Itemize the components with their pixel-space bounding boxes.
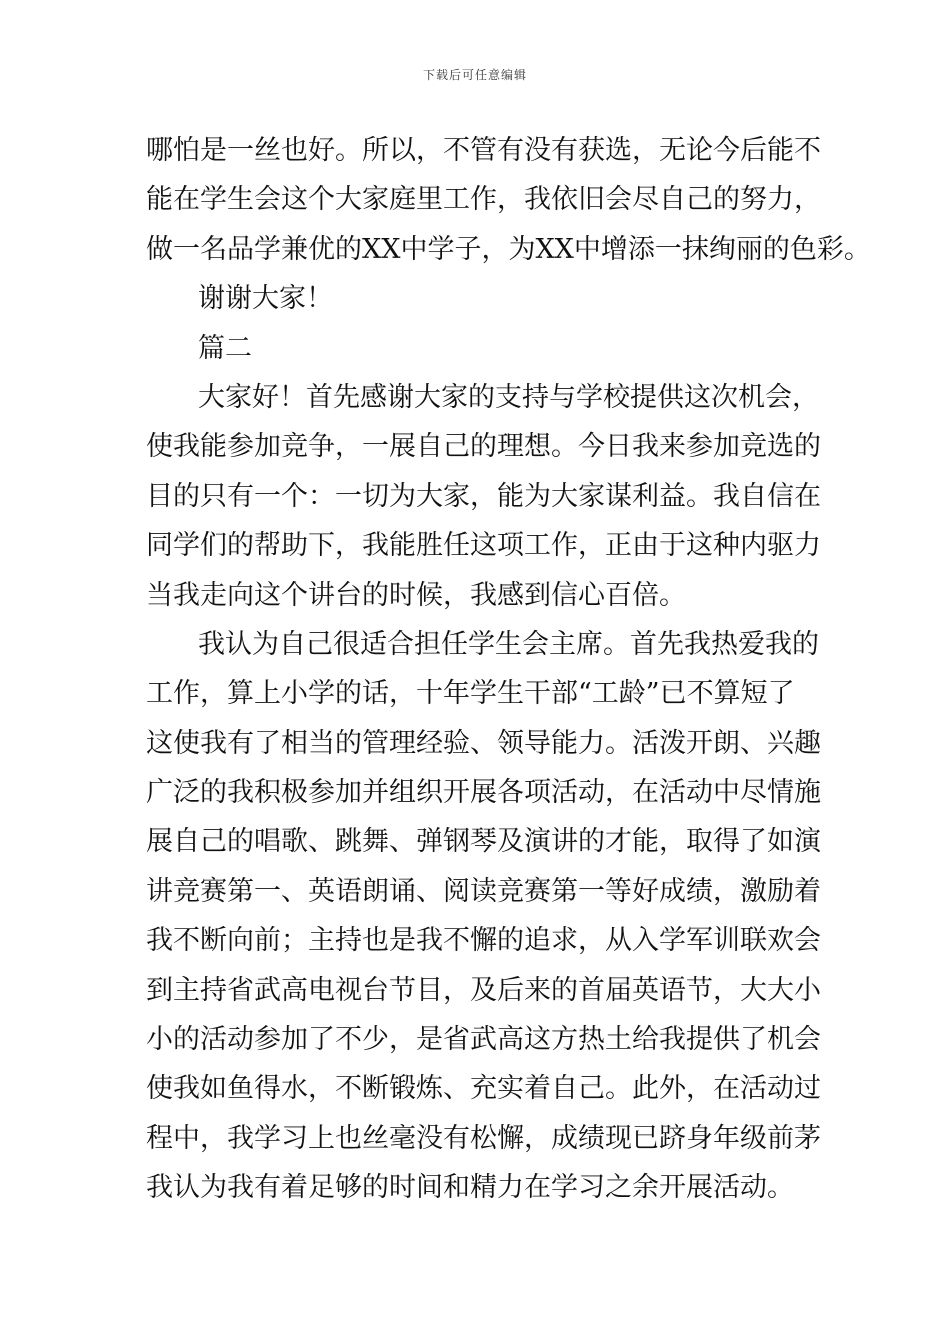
text-line: 当我走向这个讲台的时候，我感到信心百倍。 bbox=[146, 579, 686, 611]
text-line: 我不断向前；主持也是我不懈的追求，从入学军训联欢会 bbox=[146, 925, 821, 957]
page-header-note: 下载后可任意编辑 bbox=[422, 68, 527, 82]
text-line: 展自己的唱歌、跳舞、弹钢琴及演讲的才能，取得了如演 bbox=[146, 826, 821, 858]
text-line: 使我如鱼得水，不断锻炼、充实着自己。此外，在活动过 bbox=[146, 1073, 821, 1105]
document-body bbox=[146, 126, 871, 1213]
text-line: 使我能参加竞争，一展自己的理想。今日我来参加竞选的 bbox=[146, 431, 821, 463]
text-line: 小的活动参加了不少，是省武高这方热土给我提供了机会 bbox=[146, 1024, 821, 1056]
text-line: 大家好！首先感谢大家的支持与学校提供这次机会， bbox=[198, 381, 819, 413]
text-line: 我认为自己很适合担任学生会主席。首先我热爱我的 bbox=[198, 628, 819, 660]
text-line: 我认为我有着足够的时间和精力在学习之余开展活动。 bbox=[146, 1172, 794, 1204]
text-line: 谢谢大家！ bbox=[198, 283, 333, 315]
text-line: 工作，算上小学的话，十年学生干部“工龄”已不算短了 bbox=[146, 678, 795, 710]
text-line: 哪怕是一丝也好。所以，不管有没有获选，无论今后能不 bbox=[146, 135, 821, 166]
text-line: 能在学生会这个大家庭里工作，我依旧会尽自己的努力， bbox=[146, 184, 821, 216]
text-line: 同学们的帮助下，我能胜任这项工作，正由于这种内驱力 bbox=[146, 530, 821, 562]
text-line: 到主持省武高电视台节目，及后来的首届英语节，大大小 bbox=[146, 974, 821, 1006]
text-line: 这使我有了相当的管理经验、领导能力。活泼开朗、兴趣 bbox=[146, 727, 821, 759]
text-line: 目的只有一个：一切为大家，能为大家谋利益。我自信在 bbox=[146, 480, 821, 512]
text-line: 讲竞赛第一、英语朗诵、阅读竞赛第一等好成绩，激励着 bbox=[146, 875, 821, 907]
text-line: 做一名品学兼优的XX中学子，为XX中增添一抹绚丽的色彩。 bbox=[146, 233, 871, 265]
text-line: 程中，我学习上也丝毫没有松懈，成绩现已跻身年级前茅 bbox=[146, 1122, 821, 1154]
text-line: 广泛的我积极参加并组织开展各项活动，在活动中尽情施 bbox=[146, 777, 821, 809]
text-line: 篇二 bbox=[198, 332, 252, 364]
